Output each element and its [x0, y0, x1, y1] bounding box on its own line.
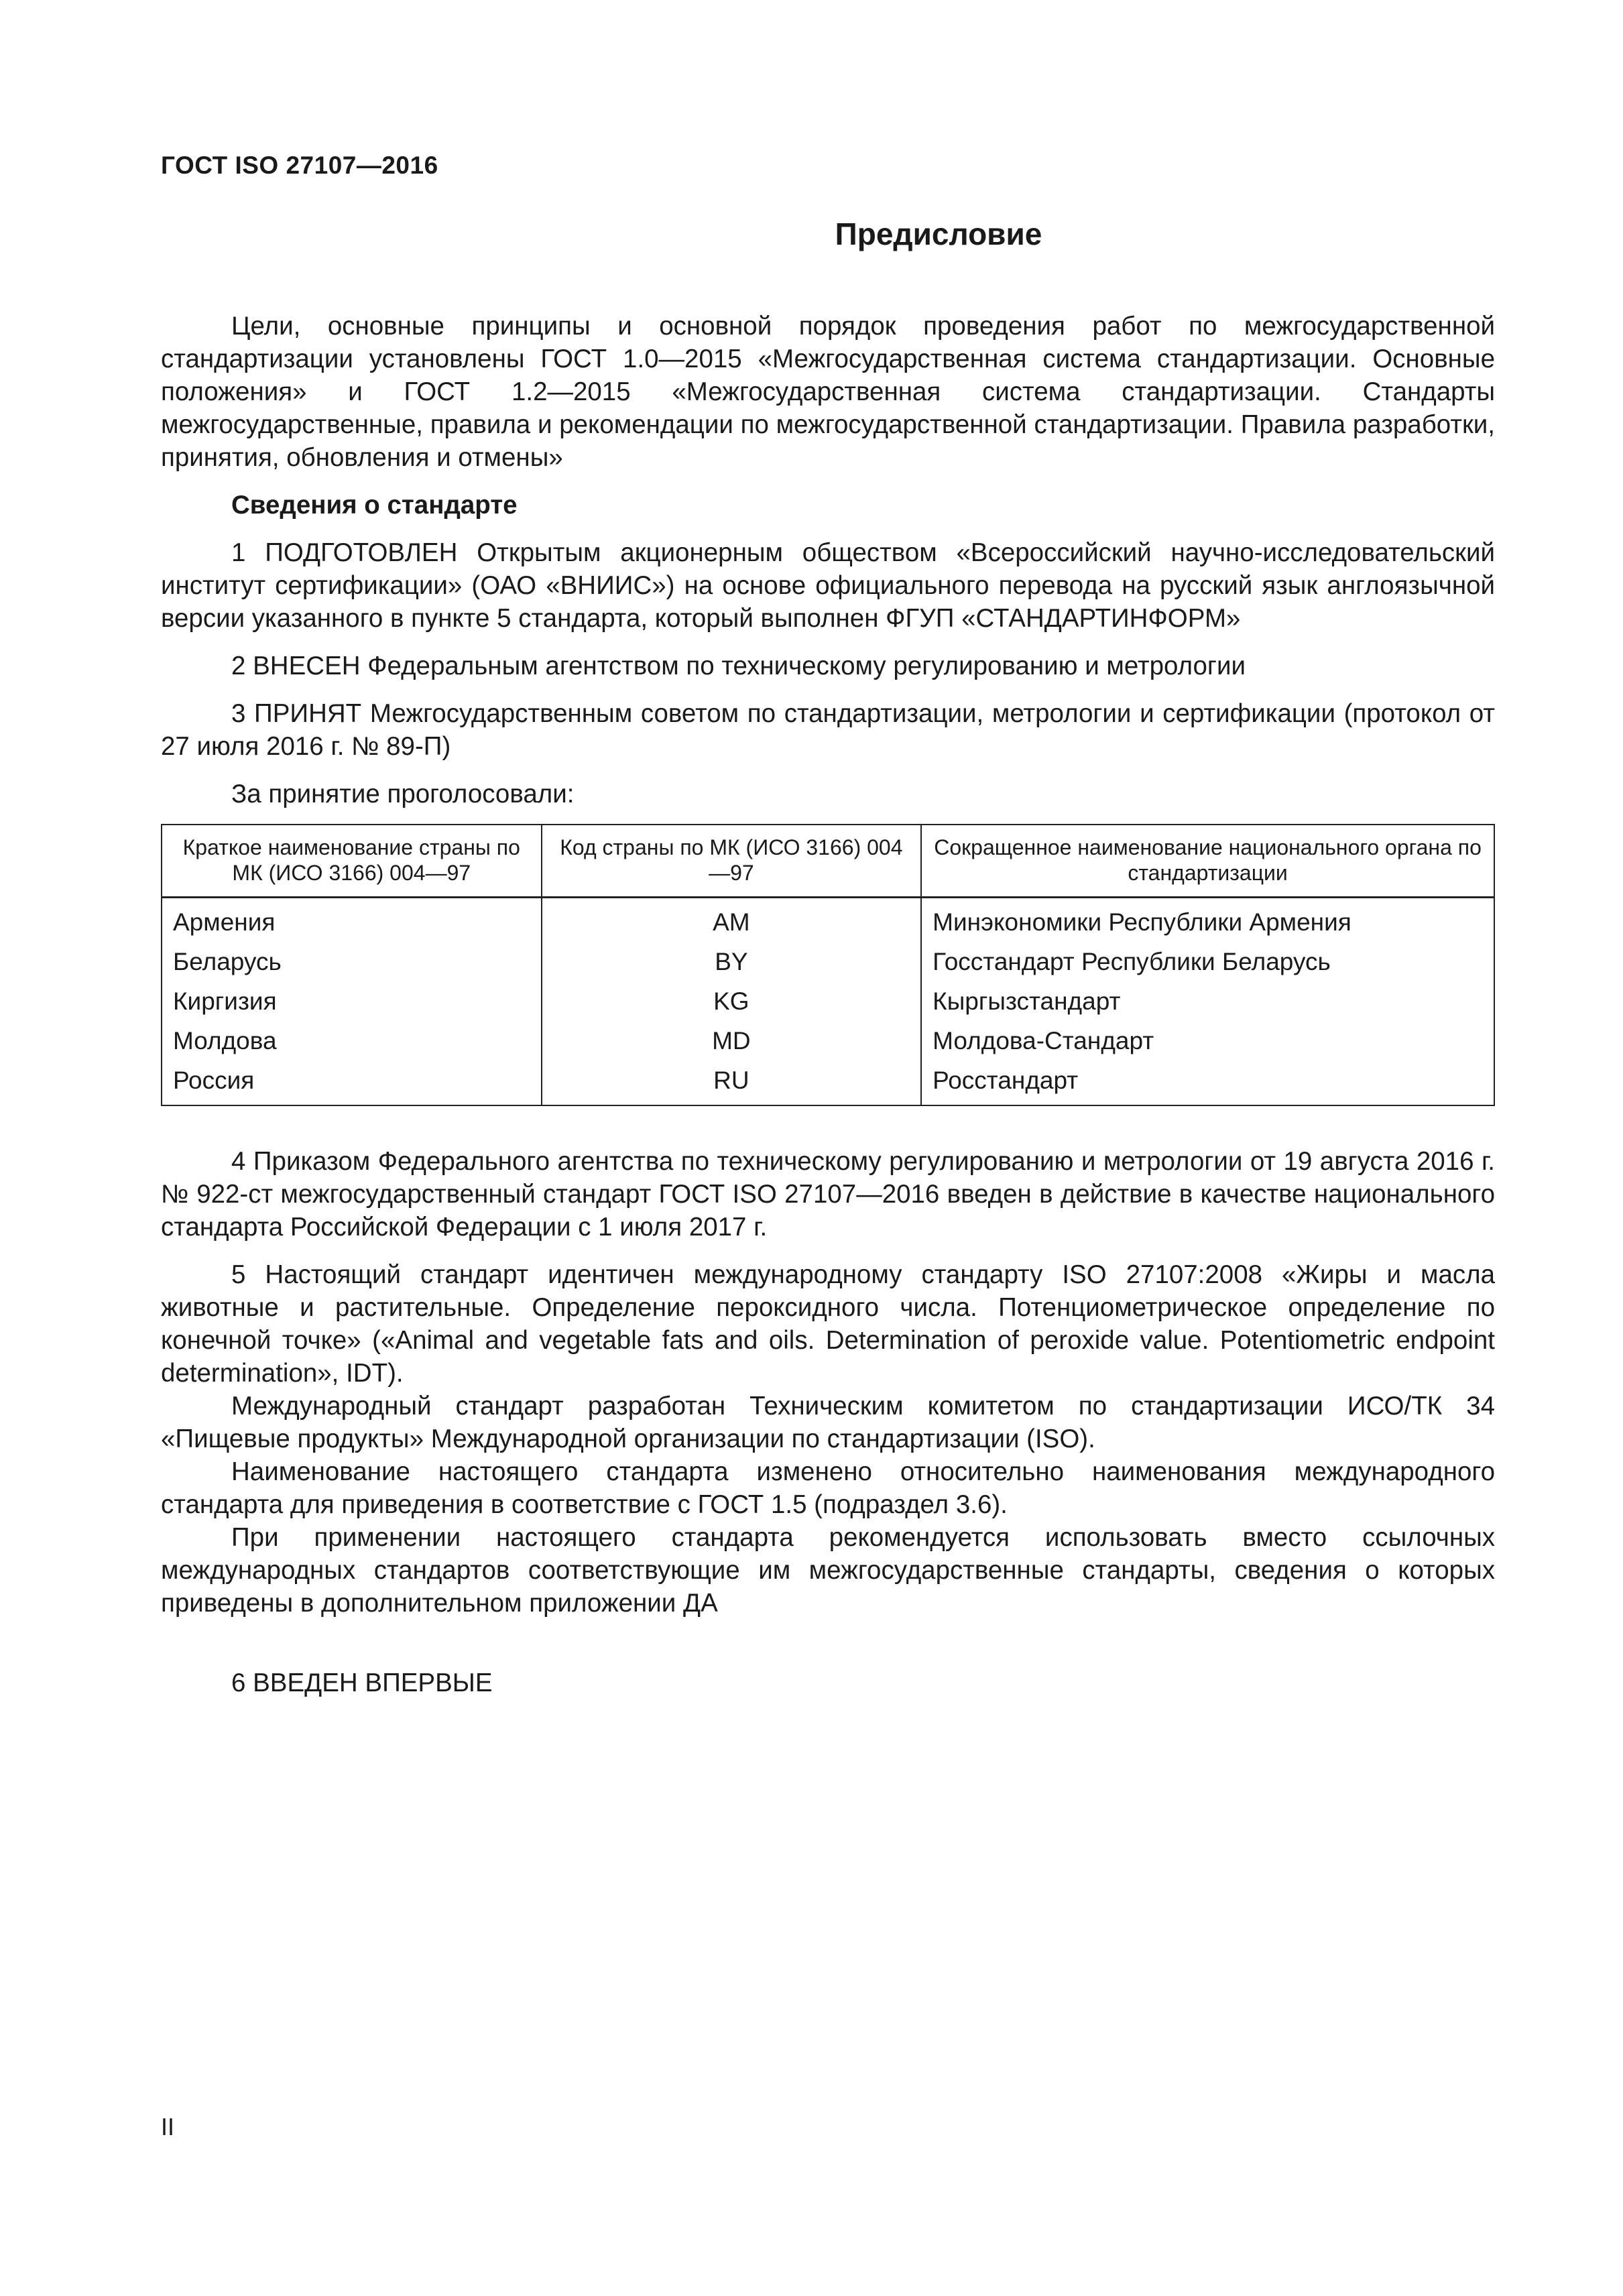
table-header-row [162, 825, 1494, 898]
table-row [162, 982, 1494, 1022]
document-body [161, 310, 1495, 1699]
country-cell: Беларусь [173, 948, 282, 975]
item-5-paragraph-4: При применении настоящего стандарта рекомендуется использовать вместо ссылочных международных стандартов соответствующие им межгосударственные стандарты, сведения о которых приведены в дополнительном приложении ДА [161, 1523, 1495, 1618]
item-6: 6 ВВЕДЕН ВПЕРВЫЕ [231, 1669, 493, 1697]
item-4: 4 Приказом Федерального агентства по техническому регулированию и метрологии от 19 августа 2016 г. № 922-ст межгосударственный стандарт ГОСТ ISO 27107—2016 введен в действие в качестве национального стандарта Российской Федерации с 1 июля 2017 г. [161, 1147, 1495, 1242]
info-heading: Сведения о стандарте [231, 491, 518, 520]
document-code-header: ГОСТ ISO 27107—2016 [161, 152, 438, 179]
item-1: 1 ПОДГОТОВЛЕН Открытым акционерным обществом «Всероссийский научно-исследовательский институт сертификации» (ОАО «ВНИИС») на основе официального перевода на русский язык англоязычной версии указанного в пункте 5 стандарта, который выполнен ФГУП «СТАНДАРТИНФОРМ» [161, 538, 1495, 633]
item-2: 2 ВНЕСЕН Федеральным агентством по техническому регулированию и метрологии [231, 652, 1246, 680]
column-header: Краткое наименование страны по МК (ИСО 3166) 004—97 [162, 825, 542, 898]
column-header: Сокращенное наименование национального органа по стандартизации [921, 825, 1494, 898]
country-cell: Киргизия [173, 987, 277, 1015]
table-row [162, 943, 1494, 982]
table-row [162, 1061, 1494, 1105]
item-3: 3 ПРИНЯТ Межгосударственным советом по стандартизации, метрологии и сертификации (протокол от 27 июля 2016 г. № 89-П) [161, 699, 1495, 761]
body-cell: Кыргызстандарт [921, 982, 1494, 1022]
table-row [162, 1022, 1494, 1061]
code-cell: RU [542, 1061, 922, 1105]
page-title: Предисловие [835, 217, 1042, 251]
code-cell: MD [542, 1022, 922, 1061]
column-header: Код страны по МК (ИСО 3166) 004—97 [542, 825, 922, 898]
table-row [162, 898, 1494, 943]
intro-paragraph: Цели, основные принципы и основной порядок проведения работ по межгосударственной стандартизации установлены ГОСТ 1.0—2015 «Межгосударственная система стандартизации. Основные положения» и ГОСТ 1.2—2015 «Межгосударственная система стандартизации. Стандарты межгосударственные, правила и рекомендации по межгосударственной стандартизации. Правила разработки, принятия, обновления и отмены» [161, 312, 1495, 472]
vote-label: За принятие проголосовали: [231, 780, 575, 808]
body-cell: Молдова-Стандарт [921, 1022, 1494, 1061]
code-cell: AM [542, 898, 922, 943]
body-cell: Росстандарт [921, 1061, 1494, 1105]
code-cell: KG [542, 982, 922, 1022]
body-cell: Минэкономики Республики Армения [921, 898, 1494, 943]
code-cell: BY [542, 943, 922, 982]
country-cell: Молдова [173, 1027, 277, 1054]
item-5-paragraph-2: Международный стандарт разработан Техническим комитетом по стандартизации ИСО/ТК 34 «Пищевые продукты» Международной организации по стандартизации (ISO). [161, 1392, 1495, 1453]
item-5-paragraph-3: Наименование настоящего стандарта изменено относительно наименования международного стандарта для приведения в соответствие с ГОСТ 1.5 (подраздел 3.6). [161, 1457, 1495, 1519]
body-cell: Госстандарт Республики Беларусь [921, 943, 1494, 982]
item-5: 5 Настоящий стандарт идентичен международному стандарту ISO 27107:2008 «Жиры и масла животные и растительные. Определение пероксидного числа. Потенциометрическое определение по конечной точке» («Animal and vegetable fats and oils. Determination of peroxide value. Potentiometric endpoint determination», IDT). [161, 1260, 1495, 1388]
page-number: II [161, 2113, 175, 2140]
country-cell: Россия [173, 1067, 255, 1094]
voting-table [161, 824, 1495, 1106]
country-cell: Армения [173, 908, 276, 936]
